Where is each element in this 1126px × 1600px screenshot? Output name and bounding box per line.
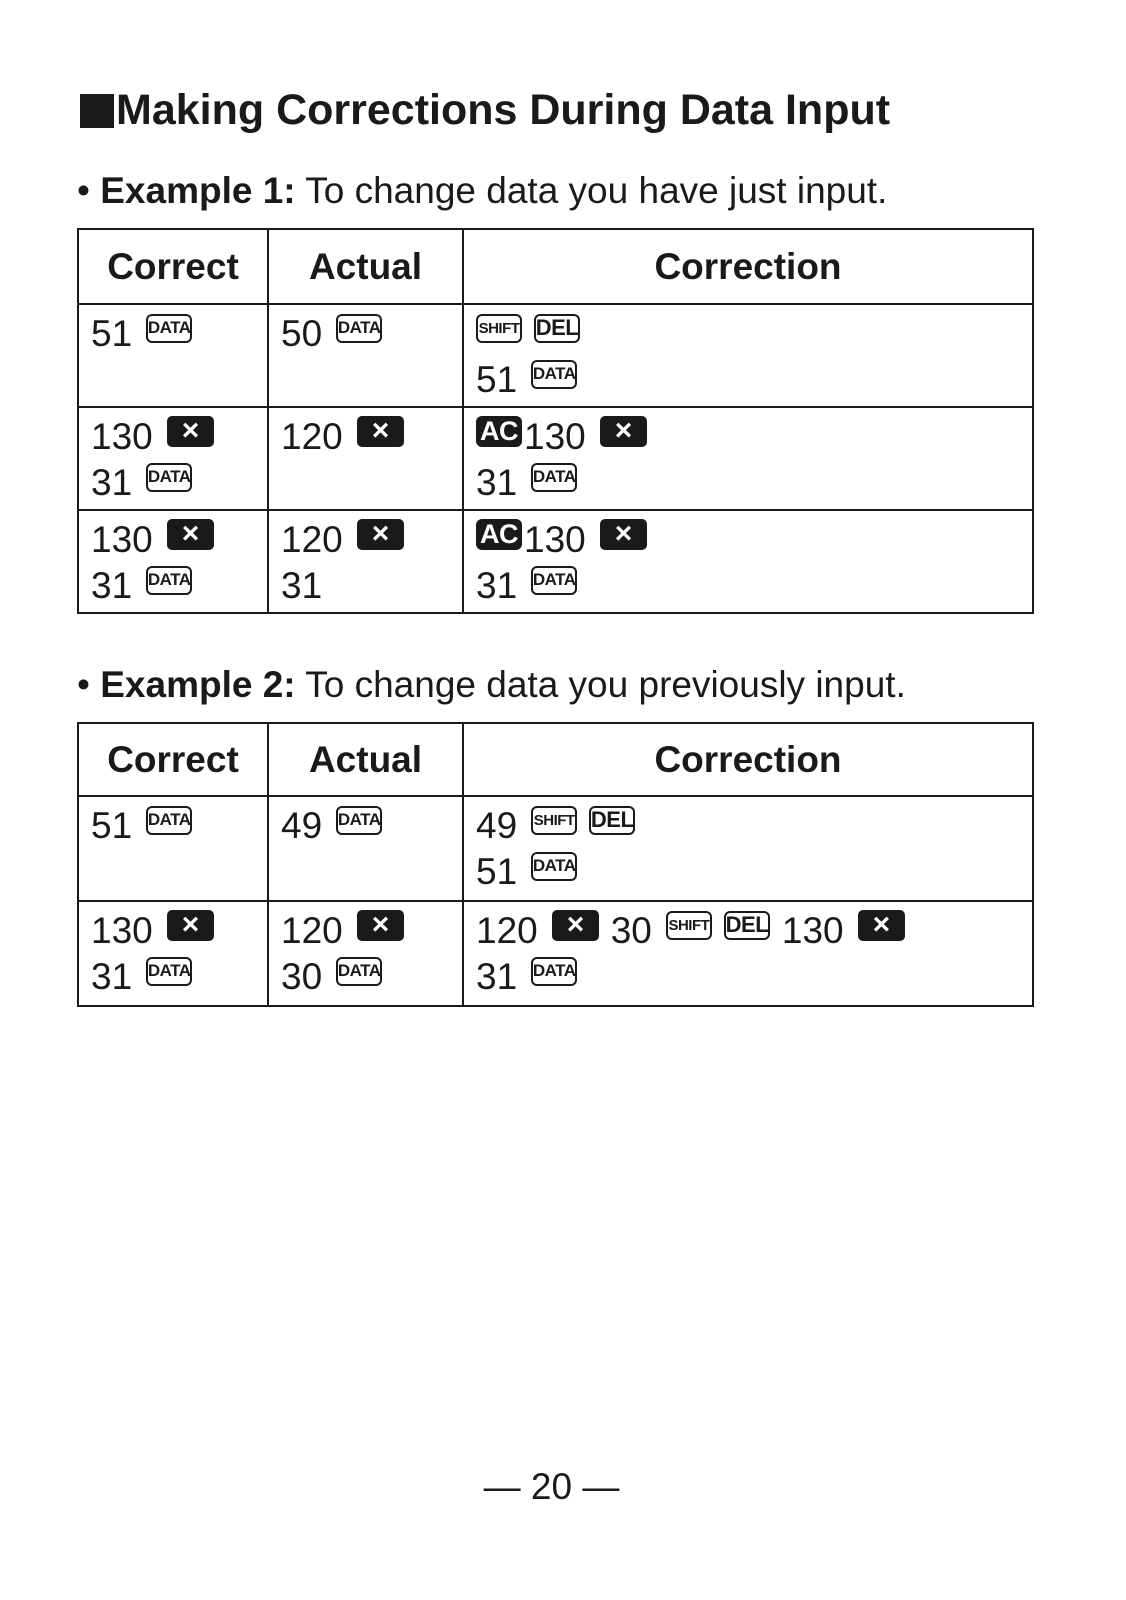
example-2-caption	[77, 664, 906, 706]
bullet: •	[77, 170, 101, 211]
number-entry: 30	[281, 956, 323, 997]
data-key-icon: DATA	[146, 957, 192, 986]
cell-correct	[78, 510, 268, 613]
data-key-icon: DATA	[336, 314, 382, 343]
multiply-key-icon: ×	[167, 416, 214, 447]
cell-actual	[268, 407, 463, 510]
keystroke-line	[281, 414, 462, 460]
cell-correction	[463, 407, 1033, 510]
del-key-icon: DEL	[534, 314, 580, 343]
keystroke-line	[91, 563, 267, 609]
number-entry: 51	[91, 313, 133, 354]
number-entry: 31	[91, 462, 133, 503]
keystroke-line	[281, 803, 462, 849]
number-entry: 31	[476, 956, 518, 997]
keystroke-line	[476, 311, 1032, 357]
number-entry: 120	[281, 910, 343, 951]
cell-actual	[268, 796, 463, 901]
keystroke-line	[91, 414, 267, 460]
number-entry: 51	[476, 851, 518, 892]
bullet: •	[77, 664, 101, 705]
example-1-caption	[77, 170, 887, 212]
ac-key-icon: AC	[476, 519, 522, 550]
multiply-key-icon: ×	[552, 910, 599, 941]
keystroke-line	[476, 908, 1032, 954]
data-key-icon: DATA	[531, 360, 577, 389]
cell-correct	[78, 304, 268, 407]
number-entry: 31	[281, 565, 323, 606]
table-row	[78, 901, 1033, 1006]
number-entry: 130	[91, 519, 153, 560]
table-row	[78, 510, 1033, 613]
keystroke-line	[476, 460, 1032, 506]
cell-correct	[78, 407, 268, 510]
shift-key-icon: SHIFT	[476, 314, 522, 343]
keystroke-line	[476, 954, 1032, 1000]
header-correction: Correction	[463, 229, 1033, 304]
data-key-icon: DATA	[146, 806, 192, 835]
table-row	[78, 796, 1033, 901]
keystroke-line	[476, 803, 1032, 849]
number-entry: 31	[476, 462, 518, 503]
keystroke-line	[91, 311, 267, 357]
number-entry: 130	[781, 910, 844, 951]
keystroke-line	[91, 954, 267, 1000]
multiply-key-icon: ×	[357, 416, 404, 447]
keystroke-line	[281, 517, 462, 563]
keystroke-line	[91, 460, 267, 506]
keystroke-line	[476, 849, 1032, 895]
number-entry: 130	[91, 910, 153, 951]
number-entry: 120	[476, 910, 538, 951]
number-entry: 31	[476, 565, 518, 606]
header-correct: Correct	[78, 723, 268, 796]
keystroke-line	[281, 908, 462, 954]
cell-correct	[78, 901, 268, 1006]
number-entry: 50	[281, 313, 323, 354]
page-number: — 20 —	[483, 1466, 620, 1507]
number-entry: 120	[281, 416, 343, 457]
example-2-label: Example 2:	[100, 664, 296, 705]
cell-actual	[268, 304, 463, 407]
number-entry: 31	[91, 956, 133, 997]
keystroke-line	[476, 414, 1032, 460]
del-key-icon: DEL	[589, 806, 635, 835]
multiply-key-icon: ×	[858, 910, 905, 941]
multiply-key-icon: ×	[167, 519, 214, 550]
keystroke-line	[91, 803, 267, 849]
keystroke-line	[281, 954, 462, 1000]
data-key-icon: DATA	[531, 566, 577, 595]
multiply-key-icon: ×	[167, 910, 214, 941]
multiply-key-icon: ×	[600, 519, 647, 550]
data-key-icon: DATA	[146, 463, 192, 492]
number-entry: 49	[281, 805, 323, 846]
multiply-key-icon: ×	[600, 416, 647, 447]
header-correction: Correction	[463, 723, 1033, 796]
number-entry: 31	[91, 565, 133, 606]
data-key-icon: DATA	[146, 566, 192, 595]
data-key-icon: DATA	[531, 852, 577, 881]
data-key-icon: DATA	[531, 463, 577, 492]
header-actual: Actual	[268, 723, 463, 796]
keystroke-line	[476, 517, 1032, 563]
cell-correction	[463, 901, 1033, 1006]
table-row	[78, 407, 1033, 510]
data-key-icon: DATA	[336, 806, 382, 835]
cell-correct	[78, 796, 268, 901]
section-title: Making Corrections During Data Input	[116, 86, 891, 134]
shift-key-icon: SHIFT	[531, 806, 577, 835]
example-1-text: To change data you have just input.	[305, 170, 888, 211]
keystroke-line	[476, 563, 1032, 609]
cell-actual	[268, 510, 463, 613]
number-entry: 130	[91, 416, 153, 457]
del-key-icon: DEL	[724, 911, 770, 940]
table-row	[78, 304, 1033, 407]
data-key-icon: DATA	[336, 957, 382, 986]
keystroke-line	[91, 517, 267, 563]
number-entry: 120	[281, 519, 343, 560]
example-1-label: Example 1:	[100, 170, 296, 211]
data-key-icon: DATA	[531, 957, 577, 986]
cell-correction	[463, 510, 1033, 613]
example-1-table	[77, 228, 1034, 614]
data-key-icon: DATA	[146, 314, 192, 343]
number-entry: 130	[524, 416, 586, 457]
example-2-table	[77, 722, 1034, 1007]
cell-actual	[268, 901, 463, 1006]
keystroke-line	[91, 908, 267, 954]
shift-key-icon: SHIFT	[666, 911, 712, 940]
keystroke-line	[281, 563, 462, 609]
number-entry: 51	[91, 805, 133, 846]
keystroke-line	[476, 357, 1032, 403]
ac-key-icon: AC	[476, 416, 522, 447]
number-entry: 49	[476, 805, 518, 846]
black-square-icon	[80, 94, 114, 128]
keystroke-line	[281, 311, 462, 357]
number-entry: 130	[524, 519, 586, 560]
cell-correction	[463, 796, 1033, 901]
example-2-text: To change data you previously input.	[305, 664, 906, 705]
header-actual: Actual	[268, 229, 463, 304]
multiply-key-icon: ×	[357, 910, 404, 941]
cell-correction	[463, 304, 1033, 407]
multiply-key-icon: ×	[357, 519, 404, 550]
header-correct: Correct	[78, 229, 268, 304]
number-entry: 51	[476, 359, 518, 400]
section-heading	[80, 86, 890, 135]
number-entry: 30	[610, 910, 652, 951]
